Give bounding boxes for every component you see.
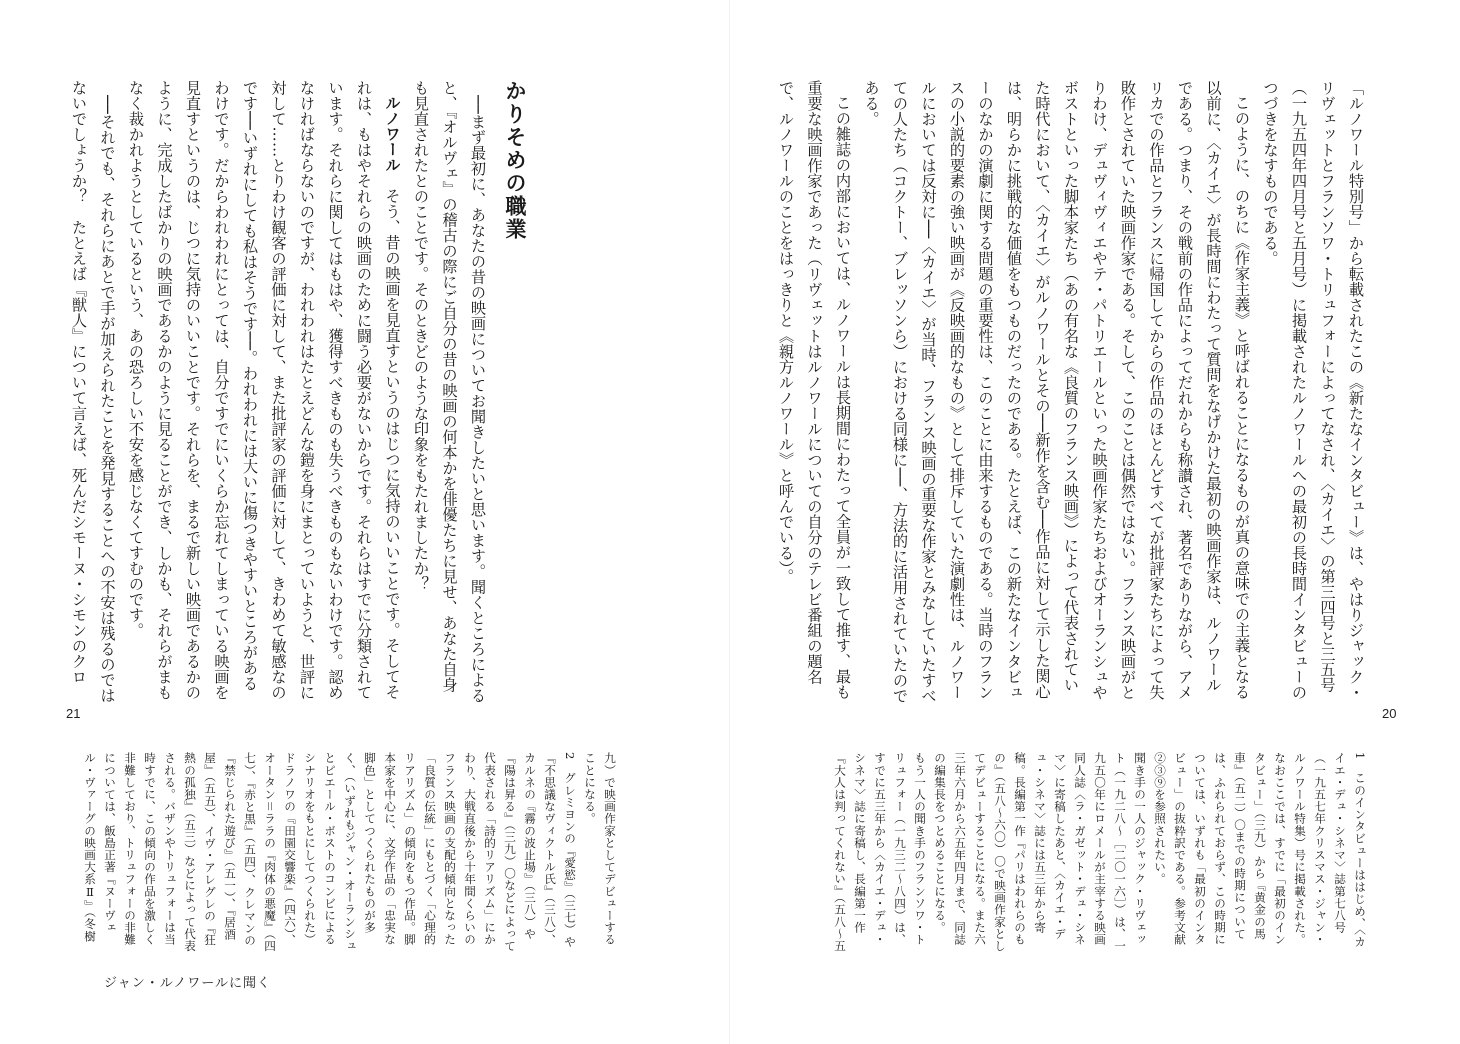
left-notes xyxy=(83,752,620,952)
note-1-para-3: もう一人の聞き手のフランソワ・トリュフォー（一九三二～八四）は、すでに五三年から〈カイエ・デュ・シネマ〉誌に寄稿し、長編第一作『大人は判ってくれない』（五八～五 xyxy=(833,752,927,952)
left-paragraph-question-2: ──それでも、それらにあとで手が加えられたことを発見することへの不安は残るのではないでしょうか？ たとえば『獣人』について言えば、死んだシモーヌ・シモンのクロ xyxy=(70,80,117,704)
note-1-para-2: 聞き手の一人のジャック・リヴェット（一九二八～［二〇一六］）は、一九五〇年にロメールが主宰する映画同人誌〈ラ・ガゼット・デュ・シネマ〉に寄稿したあと、〈カイエ・デュ・シネマ〉誌には五三年から寄稿。長編第一作『パリはわれらのもの』（五八～六〇）〇で映画作家としてデビューすることになる。また六三年六月から六五年四月まで、同誌の編集長をつとめることになる。 xyxy=(933,752,1147,952)
page-number-right: 20 xyxy=(1382,706,1397,721)
section-heading: かりそめの職業 xyxy=(503,80,527,241)
answer-text: そう、昔の映画を見直すというのはじつに気持のいいことです。そしてそれは、もはやそれらの映画のために闘う必要がないからです。それらはすでに分類されています。それらに関してはもはや、獲得すべきものも失うべきものもないわけです。認めなければならないのですが、われわれはたとえどんな鎧を身にまとっていようと、世評に対して……とりわけ観客の評価に対して、また批評家の評価に対して、きわめて敏感なのです──いずれにしても私はそうです──。われわれには大いに傷つきやすいところがあるわけです。だからわれわれにとっては、自分ですでにいくらか忘れてしまっている映画を見直すというのは、じつに気持のいいことです。それらを、まるで新しい映画であるかのように、完成したばかりの映画であるかのように見ることができ、しかも、それらがまもなく裁かれようとしているという、あの恐ろしい不安を感じなくてすむのです。 xyxy=(127,80,402,700)
right-notes xyxy=(833,752,1370,952)
page-gutter xyxy=(729,0,730,1044)
note-2: 2 グレミヨンの『愛慾』（三七）や『不思議なヴィクトル氏』（三八）、カルネの『霧の波止場』（三八）や『陽は昇る』（三九）〇などによって代表される「詩的リアリズム」にかわり、大戦直後から十年間くらいのフランス映画の支配的傾向となった「良質の伝統」にもとづく「心理的リアリズム」の傾向をもつ作品。脚本家を中心に、文学作品の「忠実な脚色」としてつくられたものが多く、（いずれもジャン・オーランシュとピエール・ボストのコンビによるシナリオをもとにしてつくられた）ドラノワの『田園交響楽』（四六）、オータン＝ララの『肉体の悪魔』（四七）、『赤と黒』（五四）、クレマンの『禁じられた遊び』（五一）、『居酒屋』（五五）、イヴ・アレグレの『狂熱の孤独』（五三）などによって代表される。バザンやトリュフォーは当時すでに、この傾向の作品を激しく非難しており、トリュフォーの非難については、飯島正著『ヌーヴェル・ヴァーグの映画大系Ⅱ』（冬樹 xyxy=(83,752,577,952)
right-paragraph-2: このように、のちに《作家主義》と呼ばれることになるものが真の意味での主義となる以前に、〈カイエ〉が長時間にわたって質問をなげかけた最初の映画作家は、ルノワールである。つまり、その戦前の作品によってだれからも称讃され、著名でありながら、アメリカでの作品とフランスに帰国してからの作品のほとんどすべてが批評家たちによって失敗作とされていた映画作家である。そして、このことは偶然ではない。フランス映画がとりわけ、デュヴィヴィエやテ・パトリエールといった映画作家たちおよびオーランシュやボストといった脚本家たち（あの有名な《良質のフランス映画》）によって代表されていた時代において、〈カイエ〉がルノワールとその──新作を含む──作品に対して示した関心は、明らかに挑戦的な価値をもつものだったのである。たとえば、この新たなインタビューのなかの演劇に関する問題の重要性は、このことに由来するものである。当時のフランスの小説的要素の強い映画が《反映画的なもの》として排斥していた演劇性は、ルノワールにおいては反対に──〈カイエ〉が当時、フランス映画の重要な作家とみなしていたすべての人たち（コクトー、ブレッソンら）における同様に──、方法的に活用されていたのである。 xyxy=(862,80,1251,704)
left-paragraph-answer-1 xyxy=(122,80,407,705)
note-continuation: 九）で映画作家としてデビューすることになる。 xyxy=(583,752,617,946)
right-paragraph-1: 「ルノワール特別号」から転載されたこの《新たなインタビュー》は、やはりジャック・リヴェットとフランソワ・トリュフォーによってなされ、〈カイエ〉の第三四号と三五号（一九五四年四月号と五月号）に掲載されたルノワールへの最初の長時間インタビューのつづきをなすものである。 xyxy=(1261,80,1365,700)
right-body-text xyxy=(777,80,1370,705)
note-1: 1 このインタビューははじめ、〈カイエ・デュ・シネマ〉誌第七八号（一九五七年クリスマス・ジャン・ルノワール特集）号に掲載された。なおここでは、すでに「最初のインタビュー」（三九）から『黄金の馬車』（五二）〇までの時期については、ふれられておらず、この時期については、いずれも「最初のインタビュー」の抜粋訳である。参考文献②③⑨を参照されたい。 xyxy=(1153,752,1367,948)
page-number-left: 21 xyxy=(66,706,81,721)
left-body-text xyxy=(70,80,492,705)
right-paragraph-3: この雑誌の内部においては、ルノワールは長期間にわたって全員が一致して推す、最も重要な映画作家であった（リヴェットはルノワールについての自分のテレビ番組の題名で、ルノワールのことをはっきりと《親方ルノワール》と呼んでいる）。 xyxy=(777,80,852,700)
running-head: ジャン・ルノワールに聞く xyxy=(104,975,271,990)
left-paragraph-question-1: ──まず最初に、あなたの昔の映画についてお聞きしたいと思います。聞くところによると、『オルヴェ』の稽古の際にご自分の昔の映画の何本かを俳優たちに見せ、あなた自身も見直されたとのことです。そのときどのような印象をもたれましたか？ xyxy=(412,80,487,704)
speaker-label: ルノワール xyxy=(383,95,402,173)
